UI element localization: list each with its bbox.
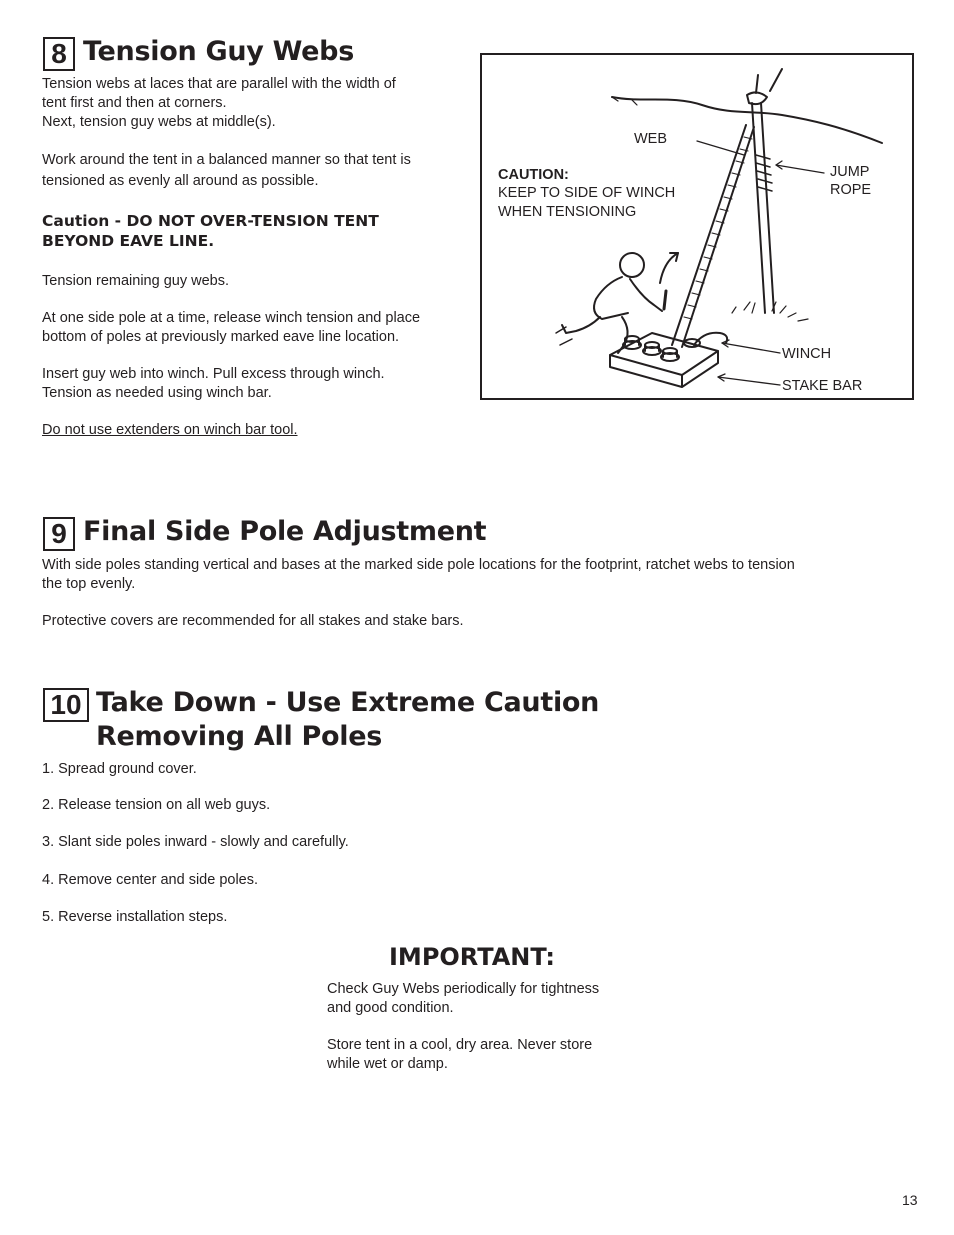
section-8-para-3: Tension remaining guy webs. [42,273,229,289]
list-item: 5. Reverse installation steps. [42,909,228,925]
illustration-label-web: WEB [634,131,668,147]
text-line: BEYOND EAVE LINE. [42,232,215,250]
section-8-para-4 [42,309,420,347]
text-line: the top evenly. [42,576,136,592]
text-line: Check Guy Webs periodically for tightness [327,981,600,997]
text-line: tent first and then at corners. [42,95,227,111]
page-number: 13 [902,1192,918,1208]
illustration-label-stake-bar: STAKE BAR [782,378,863,394]
section-9-number: 9 [43,517,75,551]
section-10-number: 10 [43,688,89,722]
text-line: and good condition. [327,1000,454,1016]
text-line: Tension webs at laces that are parallel with the width of [42,76,396,92]
illustration-label-winch: WINCH [782,346,832,362]
text-line: tensioned as evenly all around as possible. [42,173,319,189]
section-9-title: Final Side Pole Adjustment [83,516,487,547]
list-item: 4. Remove center and side poles. [42,872,259,888]
text-line: Tension as needed using winch bar. [42,385,272,401]
important-heading: IMPORTANT: [389,943,556,971]
important-para-1 [327,980,599,1018]
text-line: Caution - DO NOT OVER-TENSION TENT [42,212,379,230]
text-line: while wet or damp. [327,1056,448,1072]
section-8-para-1 [42,75,396,132]
text-line: Next, tension guy webs at middle(s). [42,114,276,130]
section-9-para-1 [42,556,795,594]
section-8-number: 8 [43,37,75,71]
text-line: ROPE [830,182,872,198]
text-line: JUMP [830,164,870,180]
section-8-para-5 [42,365,385,403]
list-item: 2. Release tension on all web guys. [42,797,271,813]
winch-illustration-drawing [482,55,912,398]
illustration-caution-line-1: KEEP TO SIDE OF WINCH [498,185,676,201]
section-10-title-line-2: Removing All Poles [96,721,382,752]
section-8-title: Tension Guy Webs [83,36,354,67]
list-item: 3. Slant side poles inward - slowly and carefully. [42,834,349,850]
text-line: Work around the tent in a balanced manner so that tent is [42,152,411,168]
text-line: Store tent in a cool, dry area. Never store [327,1037,593,1053]
important-para-2 [327,1036,592,1074]
section-9-para-2: Protective covers are recommended for all stakes and stake bars. [42,613,464,629]
section-8-para-2 [42,150,411,192]
section-10-title-line-1: Take Down - Use Extreme Caution [96,687,600,718]
winch-illustration [480,53,914,400]
illustration-caution-title: CAUTION: [498,167,569,183]
section-8-caution [42,211,379,251]
illustration-label-jump-rope [830,163,871,199]
text-line: At one side pole at a time, release winch tension and place [42,310,421,326]
section-8-warning-underlined: Do not use extenders on winch bar tool. [42,422,298,438]
text-line: bottom of poles at previously marked eave line location. [42,329,400,345]
illustration-caution-line-2: WHEN TENSIONING [498,204,637,220]
text-line: Insert guy web into winch. Pull excess through winch. [42,366,385,382]
text-line: With side poles standing vertical and bases at the marked side pole locations for the footprint, ratchet webs to tension [42,557,795,573]
list-item: 1. Spread ground cover. [42,761,197,777]
